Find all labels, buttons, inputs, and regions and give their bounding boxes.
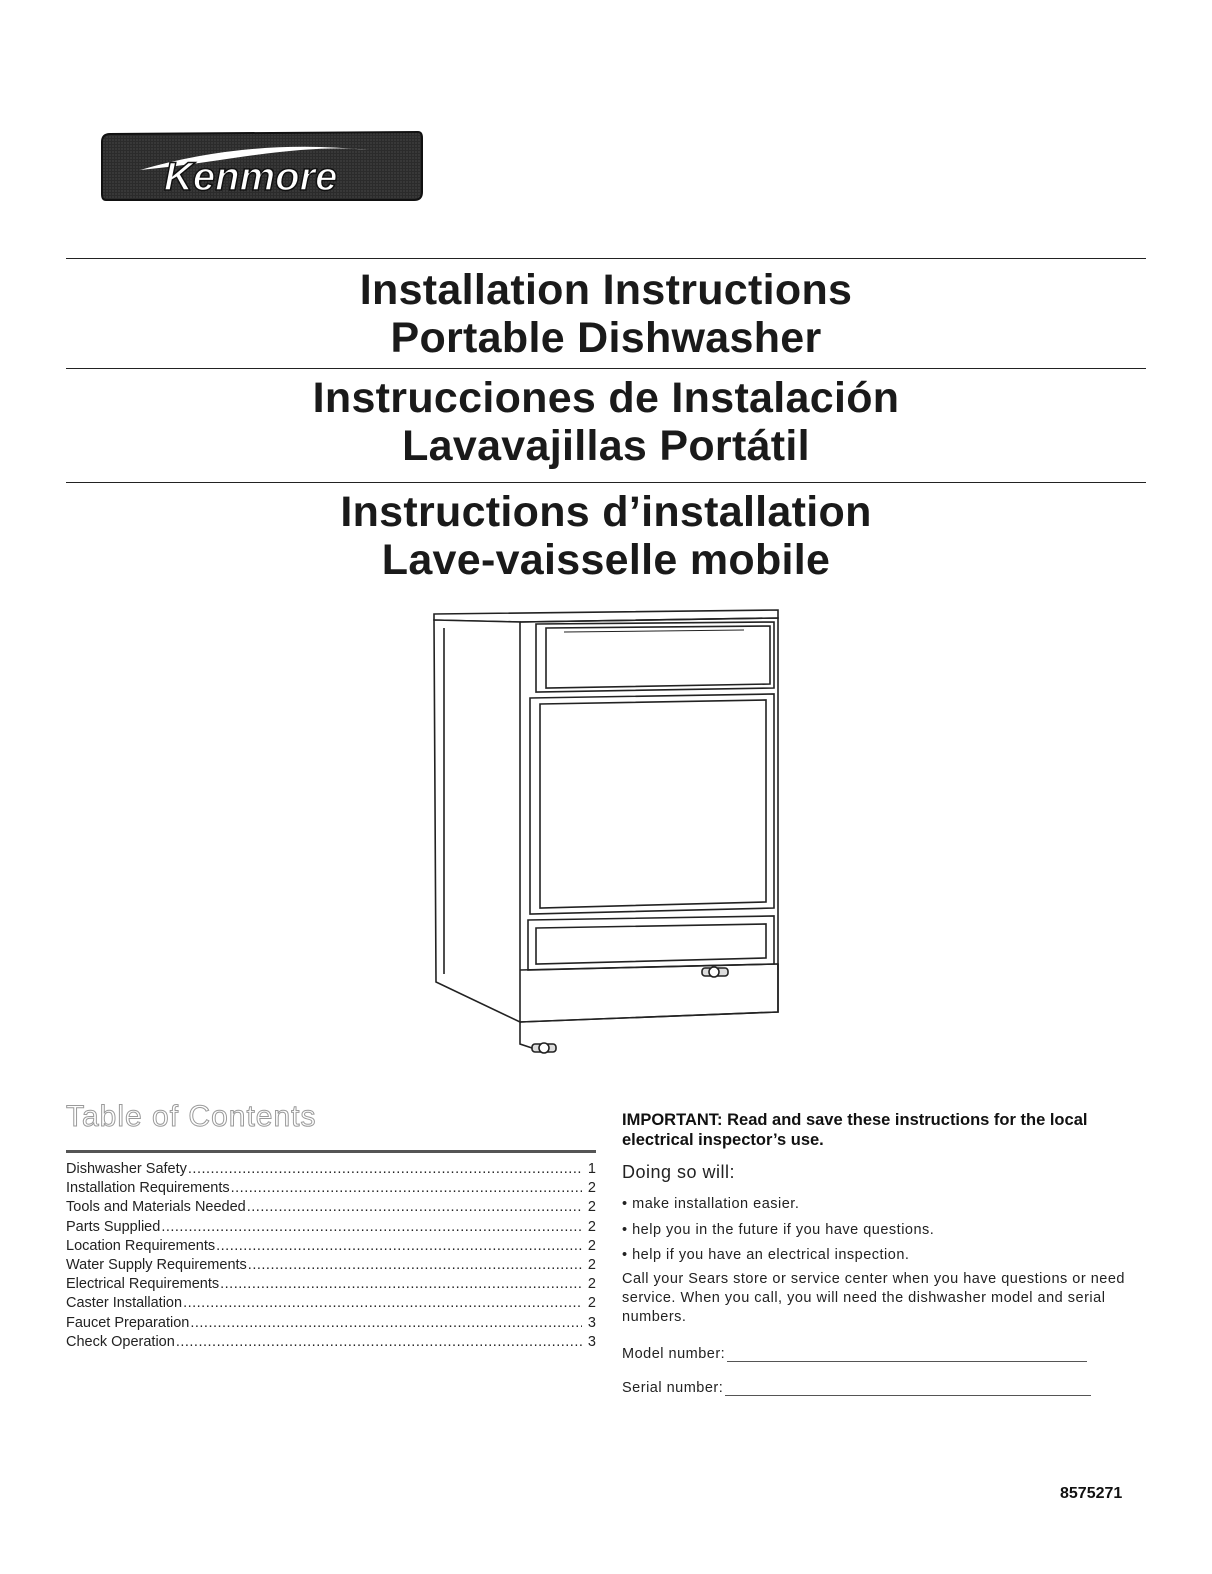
benefit-item: • help you in the future if you have questions. [622, 1218, 934, 1244]
toc-entry-label: Dishwasher Safety [66, 1161, 187, 1177]
toc-entry-label: Check Operation [66, 1333, 175, 1350]
toc-entry-label: Water Supply Requirements [66, 1257, 247, 1274]
toc-entry[interactable] [66, 1179, 596, 1198]
toc-heading: Table of Contents [66, 1100, 317, 1133]
benefit-item: • make installation easier. [622, 1192, 934, 1218]
title-french [66, 488, 1146, 584]
toc-entry-label: Tools and Materials Needed [66, 1199, 246, 1216]
toc-entry[interactable] [66, 1218, 596, 1237]
toc-entry-page: 2 [587, 1257, 596, 1274]
rule-after-english [66, 368, 1146, 369]
toc-entry-page: 3 [587, 1314, 596, 1331]
rule-after-spanish [66, 482, 1146, 483]
toc-entry-page: 2 [587, 1276, 596, 1293]
toc-entry[interactable] [66, 1198, 596, 1217]
rule-top [66, 258, 1146, 259]
toc-entry-page: 2 [587, 1180, 596, 1197]
toc-entry[interactable] [66, 1275, 596, 1294]
toc-divider [66, 1150, 596, 1153]
model-number-line[interactable] [727, 1347, 1087, 1362]
call-sears-text: Call your Sears store or service center when you have questions or need service. When you call, you will need the dishwasher model and serial numbers. [622, 1271, 1125, 1325]
toc-entry-page: 1 [587, 1161, 596, 1177]
title-french-line2: Lave-vaisselle mobile [381, 536, 831, 584]
title-spanish-line2: Lavavajillas Portátil [402, 422, 810, 470]
title-spanish [66, 374, 1146, 470]
toc-entry-page: 2 [587, 1237, 596, 1254]
serial-number-label: Serial number: [622, 1380, 724, 1396]
benefits-list [622, 1192, 934, 1269]
toc-entry[interactable] [66, 1333, 596, 1352]
title-french-line1: Instructions d’installation [340, 488, 872, 536]
kenmore-logo [100, 130, 424, 202]
toc-entry-page: 2 [587, 1199, 596, 1216]
toc-entry[interactable] [66, 1314, 596, 1333]
toc-entry[interactable] [66, 1294, 596, 1313]
logo-wordmark: Kenmore [164, 155, 338, 199]
important-notice: IMPORTANT: Read and save these instructions for the local electrical inspector’s use. [622, 1111, 1088, 1149]
serial-number-field[interactable] [622, 1380, 1091, 1396]
model-number-label: Model number: [622, 1346, 726, 1362]
toc-entry-label: Parts Supplied [66, 1218, 161, 1235]
benefit-item: • help if you have an electrical inspection. [622, 1243, 934, 1269]
toc-entry-label: Installation Requirements [66, 1180, 230, 1197]
toc-entry[interactable] [66, 1237, 596, 1256]
serial-number-line[interactable] [725, 1381, 1091, 1396]
toc-entry-page: 3 [587, 1333, 596, 1350]
toc-entry-page: 2 [587, 1295, 596, 1312]
model-number-field[interactable] [622, 1346, 1087, 1362]
title-english-line1: Installation Instructions [359, 266, 853, 314]
toc-entry[interactable] [66, 1256, 596, 1275]
title-spanish-line1: Instrucciones de Instalación [312, 374, 900, 422]
toc-entry-label: Caster Installation [66, 1295, 183, 1312]
toc-list [66, 1160, 596, 1352]
toc-entry-label: Electrical Requirements [66, 1276, 220, 1293]
toc-entry-label: Faucet Preparation [66, 1314, 190, 1331]
toc-entry[interactable] [66, 1160, 596, 1179]
title-english [66, 266, 1146, 362]
title-english-line2: Portable Dishwasher [390, 314, 822, 362]
doing-so-will: Doing so will: [622, 1162, 736, 1182]
dishwasher-illustration [424, 604, 788, 1054]
part-number: 8575271 [1060, 1485, 1123, 1502]
toc-entry-page: 2 [587, 1218, 596, 1235]
toc-entry-label: Location Requirements [66, 1237, 216, 1254]
